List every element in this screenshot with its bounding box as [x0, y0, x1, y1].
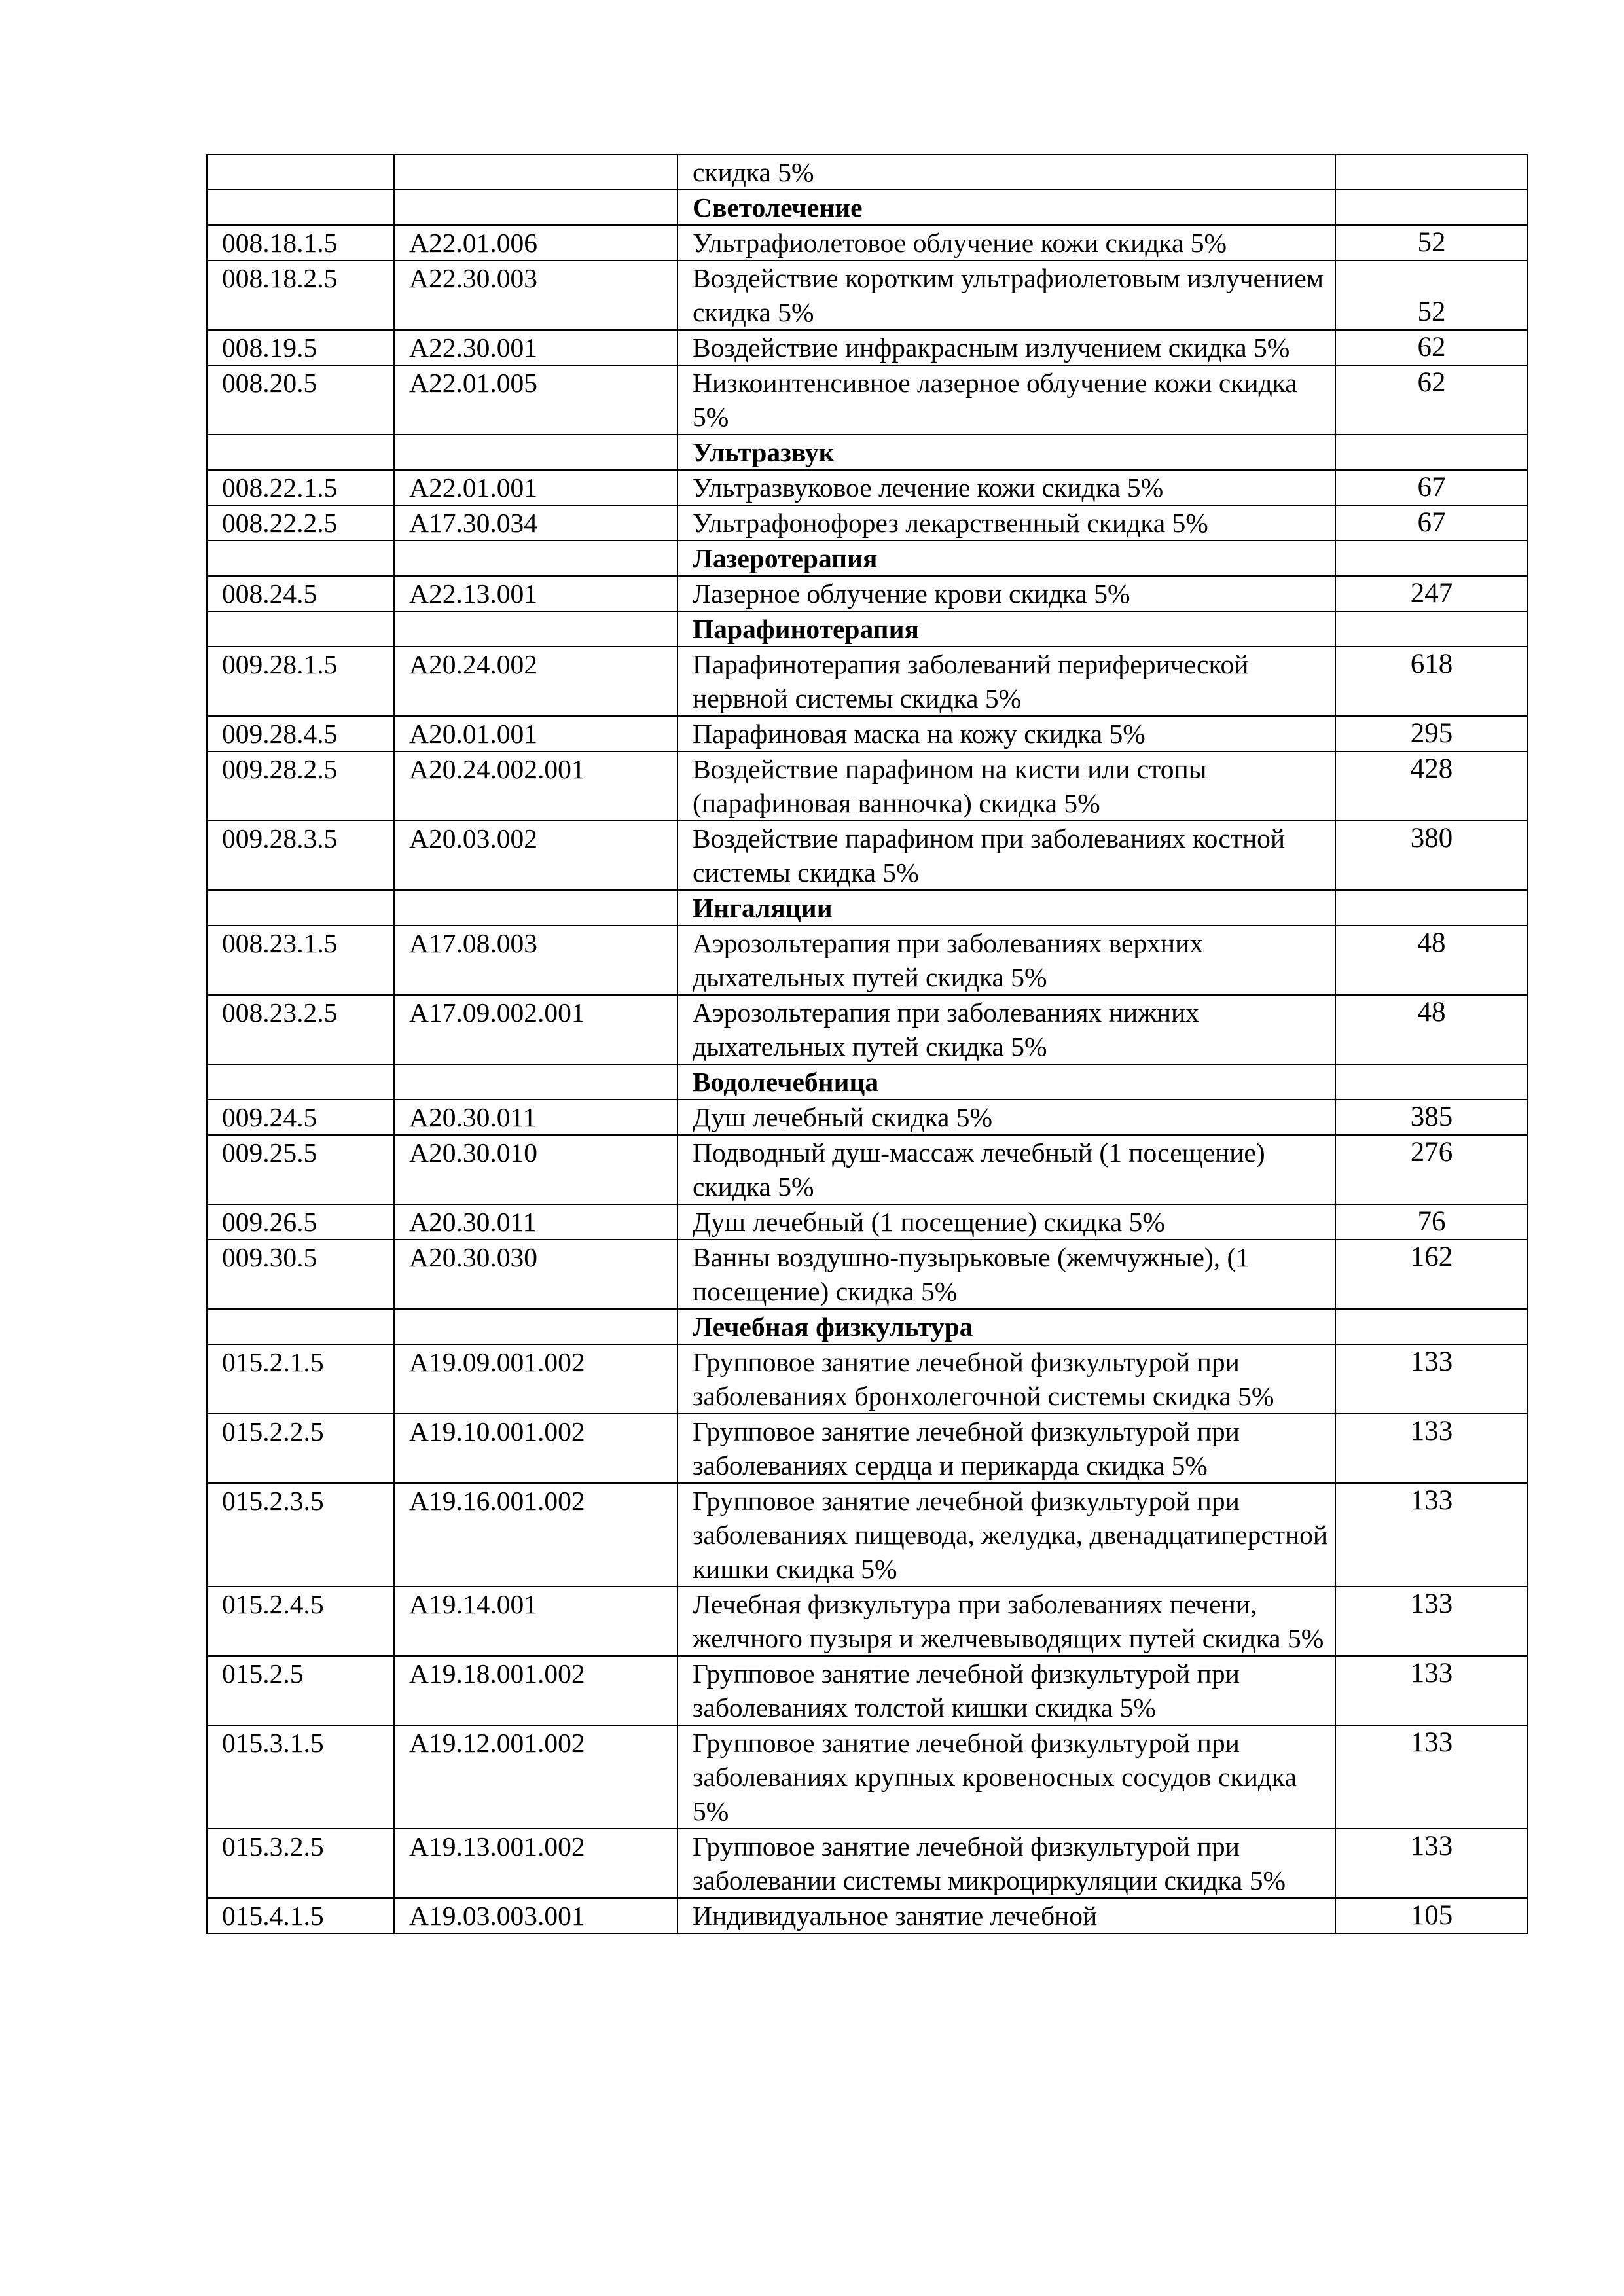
service-name-cell: Низкоинтенсивное лазерное облучение кожи скидка 5% [677, 365, 1335, 435]
service-code-cell: 008.20.5 [207, 365, 394, 435]
service-name-cell: Воздействие коротким ультрафиолетовым излучением скидка 5% [677, 260, 1335, 330]
service-name-cell: Ультрафиолетовое облучение кожи скидка 5% [677, 225, 1335, 260]
nomenclature-code-cell: A20.30.011 [394, 1100, 677, 1135]
service-code-cell: 015.2.1.5 [207, 1344, 394, 1414]
price-cell: 133 [1335, 1725, 1528, 1829]
service-name-cell: Душ лечебный скидка 5% [677, 1100, 1335, 1135]
service-code-cell: 015.2.4.5 [207, 1587, 394, 1656]
service-code-cell: 015.2.3.5 [207, 1483, 394, 1587]
nomenclature-code-cell: A19.03.003.001 [394, 1898, 677, 1933]
service-name-cell: Парафиновая маска на кожу скидка 5% [677, 716, 1335, 751]
table-row [207, 1656, 1528, 1725]
price-cell: 76 [1335, 1204, 1528, 1240]
service-name-cell: Аэрозольтерапия при заболеваниях верхних дыхательных путей скидка 5% [677, 925, 1335, 995]
service-code-cell: 009.28.1.5 [207, 647, 394, 716]
table-row [207, 995, 1528, 1064]
nomenclature-code-cell [394, 154, 677, 190]
service-code-cell: 009.25.5 [207, 1135, 394, 1204]
section-header-row [207, 890, 1528, 925]
table-row [207, 647, 1528, 716]
nomenclature-code-cell: A20.30.030 [394, 1240, 677, 1309]
service-name-cell: Воздействие инфракрасным излучением скидка 5% [677, 330, 1335, 365]
service-name-cell: Групповое занятие лечебной физкультурой при заболеваниях крупных кровеносных сосудов скидка 5% [677, 1725, 1335, 1829]
service-code-cell: 008.22.2.5 [207, 505, 394, 541]
service-code-cell [207, 1309, 394, 1344]
price-table-body [207, 154, 1528, 1933]
table-row [207, 1135, 1528, 1204]
service-name-cell: Ультразвуковое лечение кожи скидка 5% [677, 470, 1335, 505]
service-name-cell: Ванны воздушно-пузырьковые (жемчужные), (1 посещение) скидка 5% [677, 1240, 1335, 1309]
table-row [207, 260, 1528, 330]
service-code-cell: 008.24.5 [207, 576, 394, 611]
table-row [207, 1204, 1528, 1240]
table-row [207, 1725, 1528, 1829]
nomenclature-code-cell [394, 190, 677, 225]
service-code-cell: 009.28.4.5 [207, 716, 394, 751]
table-row [207, 505, 1528, 541]
table-row [207, 1587, 1528, 1656]
nomenclature-code-cell: A19.12.001.002 [394, 1725, 677, 1829]
nomenclature-code-cell: A20.30.011 [394, 1204, 677, 1240]
table-row [207, 1344, 1528, 1414]
table-row [207, 1100, 1528, 1135]
price-cell: 67 [1335, 470, 1528, 505]
service-name-cell: Лазерное облучение крови скидка 5% [677, 576, 1335, 611]
service-code-cell [207, 541, 394, 576]
price-cell: 247 [1335, 576, 1528, 611]
price-table [206, 154, 1528, 1934]
nomenclature-code-cell: A19.18.001.002 [394, 1656, 677, 1725]
service-code-cell: 008.18.1.5 [207, 225, 394, 260]
nomenclature-code-cell: A19.13.001.002 [394, 1829, 677, 1898]
service-code-cell: 015.4.1.5 [207, 1898, 394, 1933]
price-cell: 133 [1335, 1587, 1528, 1656]
section-title-cell: Парафинотерапия [677, 611, 1335, 647]
nomenclature-code-cell: A19.09.001.002 [394, 1344, 677, 1414]
price-cell: 48 [1335, 925, 1528, 995]
nomenclature-code-cell: A20.03.002 [394, 821, 677, 890]
service-code-cell [207, 890, 394, 925]
table-row [207, 821, 1528, 890]
service-name-cell: Групповое занятие лечебной физкультурой при заболеваниях толстой кишки скидка 5% [677, 1656, 1335, 1725]
price-cell: 52 [1335, 225, 1528, 260]
price-cell: 618 [1335, 647, 1528, 716]
section-header-row [207, 611, 1528, 647]
nomenclature-code-cell: A22.01.005 [394, 365, 677, 435]
service-code-cell: 015.3.2.5 [207, 1829, 394, 1898]
table-row [207, 1829, 1528, 1898]
nomenclature-code-cell: A20.24.002.001 [394, 751, 677, 821]
table-row [207, 470, 1528, 505]
table-row [207, 1898, 1528, 1933]
table-row [207, 751, 1528, 821]
service-code-cell: 015.2.5 [207, 1656, 394, 1725]
price-cell: 133 [1335, 1414, 1528, 1483]
service-name-cell: Лечебная физкультура при заболеваниях печени, желчного пузыря и желчевыводящих путей скидка 5% [677, 1587, 1335, 1656]
table-row [207, 225, 1528, 260]
price-cell [1335, 190, 1528, 225]
service-code-cell [207, 154, 394, 190]
price-cell: 133 [1335, 1656, 1528, 1725]
table-row [207, 330, 1528, 365]
table-row [207, 925, 1528, 995]
nomenclature-code-cell: A22.30.003 [394, 260, 677, 330]
nomenclature-code-cell [394, 541, 677, 576]
nomenclature-code-cell: A17.09.002.001 [394, 995, 677, 1064]
nomenclature-code-cell: A22.01.001 [394, 470, 677, 505]
service-name-cell: Ультрафонофорез лекарственный скидка 5% [677, 505, 1335, 541]
section-header-row [207, 1309, 1528, 1344]
service-code-cell: 008.22.1.5 [207, 470, 394, 505]
service-code-cell: 009.28.2.5 [207, 751, 394, 821]
service-code-cell: 008.19.5 [207, 330, 394, 365]
nomenclature-code-cell: A20.01.001 [394, 716, 677, 751]
nomenclature-code-cell: A19.14.001 [394, 1587, 677, 1656]
price-cell [1335, 890, 1528, 925]
section-title-cell: Ультразвук [677, 435, 1335, 470]
nomenclature-code-cell [394, 435, 677, 470]
price-cell: 428 [1335, 751, 1528, 821]
service-name-cell: Групповое занятие лечебной физкультурой при заболеваниях сердца и перикарда скидка 5% [677, 1414, 1335, 1483]
nomenclature-code-cell: A19.16.001.002 [394, 1483, 677, 1587]
nomenclature-code-cell [394, 890, 677, 925]
section-header-row [207, 541, 1528, 576]
price-cell: 295 [1335, 716, 1528, 751]
nomenclature-code-cell: A22.30.001 [394, 330, 677, 365]
table-row [207, 576, 1528, 611]
section-header-row [207, 1064, 1528, 1100]
service-name-cell: Индивидуальное занятие лечебной [677, 1898, 1335, 1933]
price-cell: 162 [1335, 1240, 1528, 1309]
table-row [207, 154, 1528, 190]
section-title-cell: Водолечебница [677, 1064, 1335, 1100]
table-row [207, 365, 1528, 435]
price-cell: 385 [1335, 1100, 1528, 1135]
service-name-cell: Групповое занятие лечебной физкультурой при заболеваниях пищевода, желудка, двенадцатиперстной кишки скидка 5% [677, 1483, 1335, 1587]
section-title-cell: Ингаляции [677, 890, 1335, 925]
price-cell: 48 [1335, 995, 1528, 1064]
service-code-cell: 015.3.1.5 [207, 1725, 394, 1829]
price-cell: 62 [1335, 330, 1528, 365]
price-cell: 133 [1335, 1483, 1528, 1587]
section-title-cell: Светолечение [677, 190, 1335, 225]
price-cell: 52 [1335, 260, 1528, 330]
service-name-cell: Аэрозольтерапия при заболеваниях нижних дыхательных путей скидка 5% [677, 995, 1335, 1064]
service-code-cell: 008.23.1.5 [207, 925, 394, 995]
table-row [207, 1240, 1528, 1309]
table-row [207, 1414, 1528, 1483]
service-code-cell: 009.24.5 [207, 1100, 394, 1135]
service-code-cell [207, 1064, 394, 1100]
price-cell: 133 [1335, 1344, 1528, 1414]
nomenclature-code-cell: A20.30.010 [394, 1135, 677, 1204]
service-code-cell: 015.2.2.5 [207, 1414, 394, 1483]
section-title-cell: Лечебная физкультура [677, 1309, 1335, 1344]
nomenclature-code-cell: A17.08.003 [394, 925, 677, 995]
nomenclature-code-cell: A19.10.001.002 [394, 1414, 677, 1483]
price-cell: 105 [1335, 1898, 1528, 1933]
service-name-cell: Воздействие парафином на кисти или стопы (парафиновая ванночка) скидка 5% [677, 751, 1335, 821]
section-header-row [207, 435, 1528, 470]
service-code-cell: 009.28.3.5 [207, 821, 394, 890]
service-name-cell: Подводный душ-массаж лечебный (1 посещение) скидка 5% [677, 1135, 1335, 1204]
nomenclature-code-cell [394, 1064, 677, 1100]
price-cell: 380 [1335, 821, 1528, 890]
service-name-cell: Парафинотерапия заболеваний периферической нервной системы скидка 5% [677, 647, 1335, 716]
service-code-cell: 009.26.5 [207, 1204, 394, 1240]
section-header-row [207, 190, 1528, 225]
price-cell [1335, 1064, 1528, 1100]
price-cell [1335, 435, 1528, 470]
service-code-cell: 008.23.2.5 [207, 995, 394, 1064]
service-code-cell [207, 611, 394, 647]
section-title-cell: Лазеротерапия [677, 541, 1335, 576]
nomenclature-code-cell: A22.01.006 [394, 225, 677, 260]
price-cell: 67 [1335, 505, 1528, 541]
nomenclature-code-cell [394, 611, 677, 647]
service-code-cell: 009.30.5 [207, 1240, 394, 1309]
service-name-cell: Групповое занятие лечебной физкультурой при заболеваниях бронхолегочной системы скидка 5% [677, 1344, 1335, 1414]
nomenclature-code-cell: A22.13.001 [394, 576, 677, 611]
price-cell [1335, 1309, 1528, 1344]
service-name-cell: Воздействие парафином при заболеваниях костной системы скидка 5% [677, 821, 1335, 890]
service-name-cell: Групповое занятие лечебной физкультурой при заболевании системы микроциркуляции скидка 5% [677, 1829, 1335, 1898]
price-cell: 276 [1335, 1135, 1528, 1204]
service-name-cell: скидка 5% [677, 154, 1335, 190]
table-row [207, 1483, 1528, 1587]
service-name-cell: Душ лечебный (1 посещение) скидка 5% [677, 1204, 1335, 1240]
nomenclature-code-cell: A20.24.002 [394, 647, 677, 716]
price-cell [1335, 154, 1528, 190]
table-row [207, 716, 1528, 751]
service-code-cell [207, 435, 394, 470]
price-cell [1335, 611, 1528, 647]
price-cell [1335, 541, 1528, 576]
nomenclature-code-cell [394, 1309, 677, 1344]
service-code-cell: 008.18.2.5 [207, 260, 394, 330]
nomenclature-code-cell: A17.30.034 [394, 505, 677, 541]
price-cell: 133 [1335, 1829, 1528, 1898]
price-cell: 62 [1335, 365, 1528, 435]
service-code-cell [207, 190, 394, 225]
